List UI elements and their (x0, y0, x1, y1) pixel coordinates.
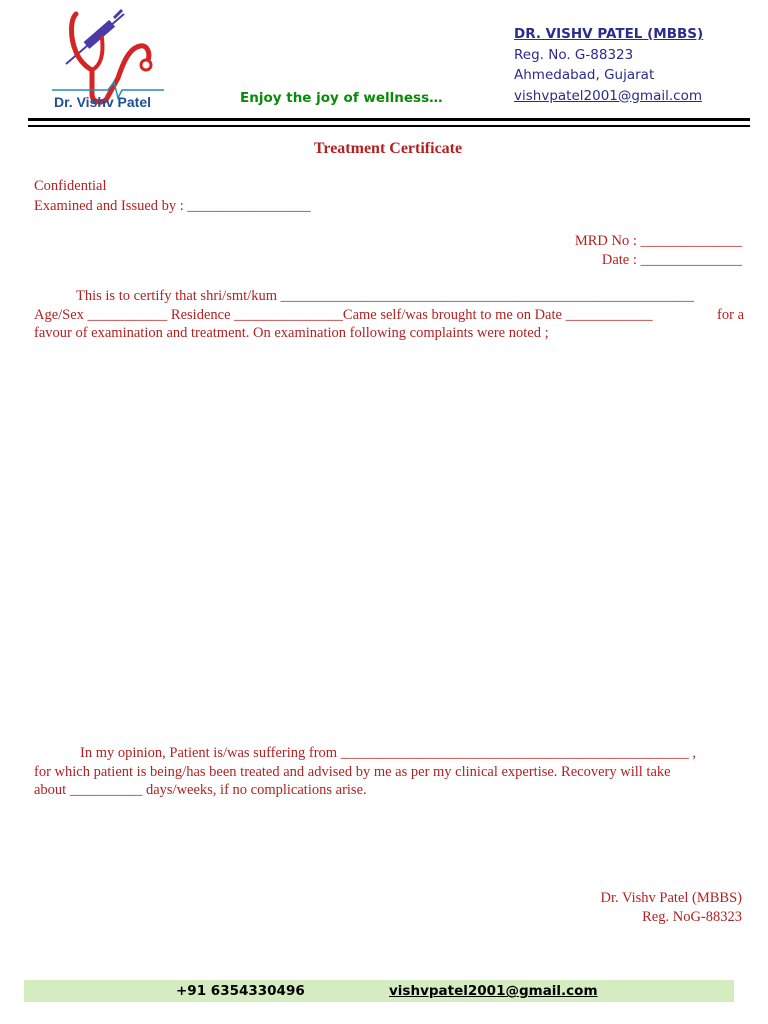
header-divider-thick (28, 118, 750, 121)
footer-email-link[interactable]: vishvpatel2001@gmail.com (389, 983, 598, 999)
opinion-line: In my opinion, Patient is/was suffering from ________________________________________________ , (80, 745, 696, 761)
confidential-label: Confidential (34, 178, 107, 194)
signature-name: Dr. Vishv Patel (MBBS) (600, 890, 742, 906)
examined-issued-field: Examined and Issued by : _________________ (34, 198, 311, 214)
patient-details-end: for a (717, 306, 744, 323)
certificate-title: Treatment Certificate (313, 140, 463, 157)
patient-details-text: Age/Sex ___________ Residence _______________Came self/was brought to me on Date ____________ (34, 306, 653, 323)
doctor-name: DR. VISHV PATEL (MBBS) (514, 26, 704, 42)
footer-bar (24, 980, 734, 1002)
doctor-email-link[interactable]: vishvpatel2001@gmail.com (514, 87, 702, 104)
mrd-number-field: MRD No : ______________ (574, 233, 742, 249)
signature-registration: Reg. NoG-88323 (642, 909, 742, 925)
opinion-paragraph (34, 744, 744, 800)
registration-number: Reg. No. G-88323 (514, 46, 634, 63)
treatment-line: for which patient is being/has been treated and advised by me as per my clinical expertise. Recovery will take (34, 763, 671, 780)
doctor-info-block (514, 24, 703, 106)
tagline: Enjoy the joy of wellness… (240, 90, 443, 106)
patient-details-line (34, 306, 744, 325)
footer-phone: +91 6354330496 (176, 983, 305, 999)
recovery-line: about __________ days/weeks, if no complications arise. (34, 782, 367, 798)
header-divider-thin (28, 125, 750, 127)
logo-text: Dr. Vishv Patel (54, 94, 152, 110)
doctor-location: Ahmedabad, Gujarat (514, 67, 655, 83)
certification-paragraph (34, 287, 744, 343)
certify-line: This is to certify that shri/smt/kum _________________________________________________________ (76, 288, 694, 304)
date-field: Date : ______________ (601, 252, 742, 268)
complaints-line: favour of examination and treatment. On examination following complaints were noted ; (34, 325, 549, 341)
